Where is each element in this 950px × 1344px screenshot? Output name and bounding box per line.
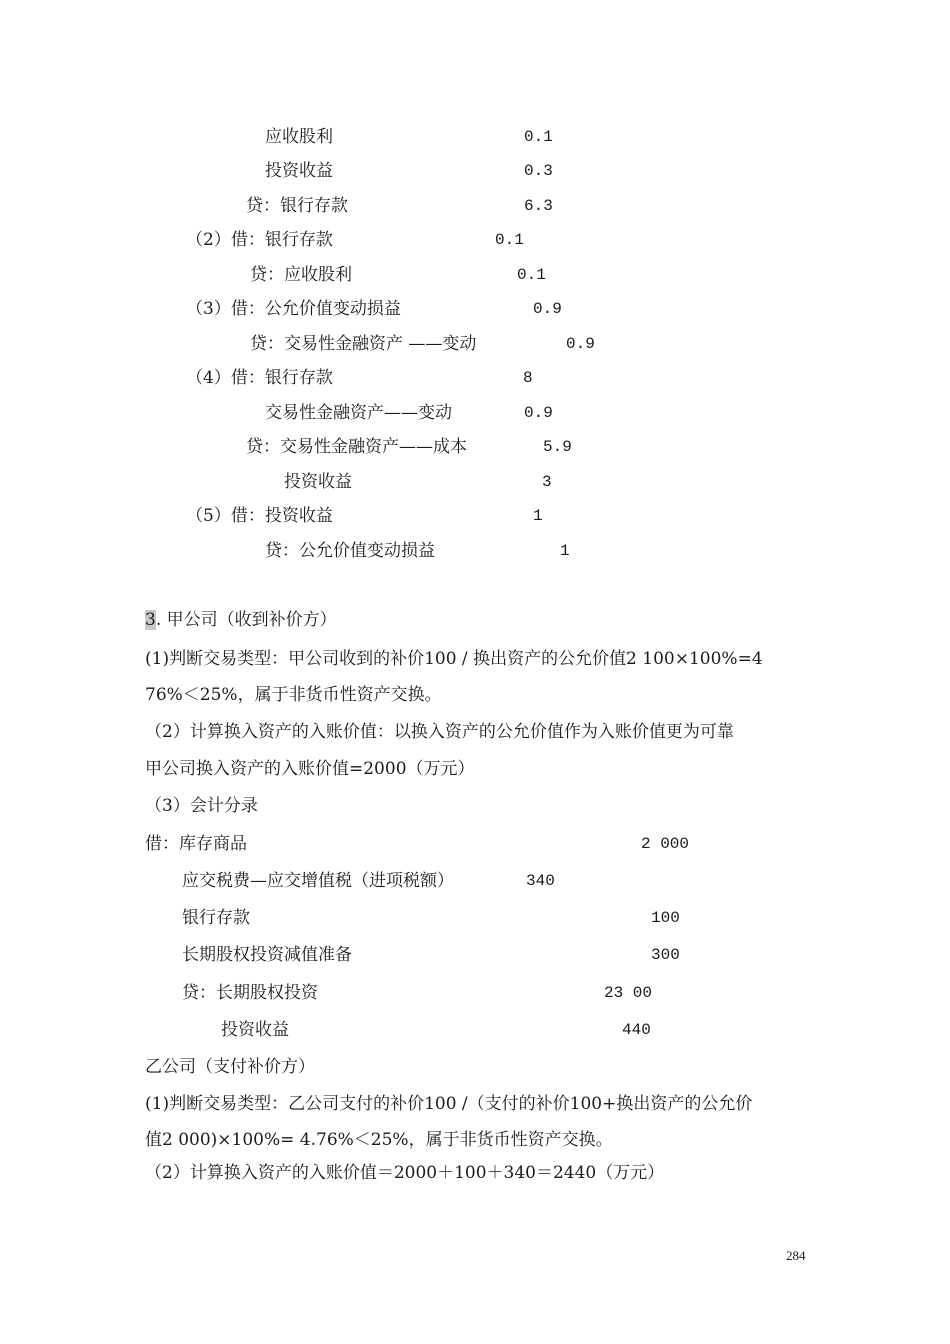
section-number: 3: [145, 610, 156, 630]
jia-entry-1-amount: 2 000: [641, 835, 690, 853]
jia-entry-6-label: 投资收益: [221, 1020, 289, 1040]
jia-entry-4-label: 长期股权投资减值准备: [182, 945, 352, 965]
entry-5-amount: 0.1: [517, 266, 546, 284]
jia-para-1-line-2: 76%＜25%，属于非货币性资产交换。: [145, 685, 442, 705]
entry-7-label: 贷：交易性金融资产 ——变动: [250, 334, 477, 354]
entry-2-label: 投资收益: [265, 161, 333, 181]
jia-para-2-line-2: 甲公司换入资产的入账价值=2000（万元）: [145, 759, 475, 779]
jia-para-2-line-1: （2）计算换入资产的入账价值：以换入资产的公允价值作为入账价值更为可靠: [145, 722, 734, 742]
entry-12-label: （5）借：投资收益: [186, 506, 333, 526]
entry-10-amount: 5.9: [543, 438, 572, 456]
entry-10-label: 贷：交易性金融资产——成本: [246, 437, 467, 457]
entry-4-amount: 0.1: [495, 231, 524, 249]
page-number: 284: [786, 1248, 806, 1263]
entry-9-amount: 0.9: [524, 404, 553, 422]
entry-13-amount: 1: [560, 542, 570, 560]
section-title: . 甲公司（收到补价方）: [155, 610, 337, 630]
entry-13-label: 贷：公允价值变动损益: [265, 541, 435, 561]
yi-heading: 乙公司（支付补价方）: [145, 1057, 315, 1077]
entry-3-amount: 6.3: [524, 197, 553, 215]
entry-12-amount: 1: [533, 507, 543, 525]
jia-entry-4-amount: 300: [651, 946, 680, 964]
entry-5-label: 贷：应收股利: [250, 265, 352, 285]
entry-6-amount: 0.9: [533, 300, 562, 318]
entry-9-label: 交易性金融资产——变动: [265, 403, 452, 423]
entry-8-amount: 8: [523, 369, 533, 387]
entry-4-label: （2）借：银行存款: [186, 230, 333, 250]
yi-para-1-line-2: 值2 000)×100%= 4.76%＜25%，属于非货币性资产交换。: [145, 1130, 613, 1150]
entry-6-label: （3）借：公允价值变动损益: [186, 299, 401, 319]
jia-entry-2-amount: 340: [526, 872, 555, 890]
entry-3-label: 贷：银行存款: [246, 196, 348, 216]
jia-entry-5-amount: 23 00: [604, 984, 653, 1002]
entry-7-amount: 0.9: [566, 335, 595, 353]
jia-entry-1-label: 借：库存商品: [145, 834, 247, 854]
entry-1-label: 应收股利: [265, 127, 333, 147]
entry-8-label: （4）借：银行存款: [186, 368, 333, 388]
jia-entry-3-label: 银行存款: [182, 908, 250, 928]
jia-entry-5-label: 贷：长期股权投资: [182, 983, 318, 1003]
yi-para-2: （2）计算换入资产的入账价值＝2000＋100＋340＝2440（万元）: [145, 1163, 665, 1183]
section-3-heading: [145, 609, 337, 631]
entry-11-label: 投资收益: [284, 472, 352, 492]
entry-2-amount: 0.3: [524, 162, 553, 180]
jia-entry-2-label: 应交税费—应交增值税（进项税额）: [182, 871, 454, 891]
entry-11-amount: 3: [542, 473, 552, 491]
yi-para-1-line-1: (1)判断交易类型：乙公司支付的补价100 /（支付的补价100+换出资产的公允价: [145, 1094, 753, 1114]
jia-para-3: （3）会计分录: [145, 796, 258, 816]
jia-entry-6-amount: 440: [622, 1021, 651, 1039]
jia-para-1-line-1: (1)判断交易类型：甲公司收到的补价100 / 换出资产的公允价值2 100×100%=4: [145, 649, 763, 669]
jia-entry-3-amount: 100: [651, 909, 680, 927]
entry-1-amount: 0.1: [524, 128, 553, 146]
